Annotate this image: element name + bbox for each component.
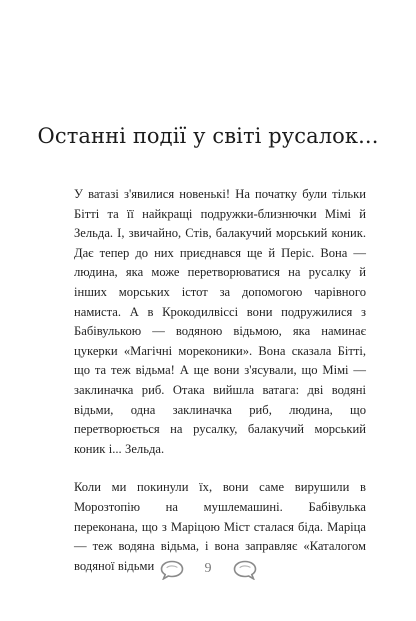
chapter-title: Останні події у світі русалок... xyxy=(37,124,379,148)
paragraph: У ватазі з'явилися новенькі! На початку були тільки Бітті та її найкращі подружки-близнючки Мімі й Зельда. І, звичайно, Стів, балакучий морський коник. Дає тепер до них приєднався ще й Періс. Вона — людина, яка може перетворюватися на русалку й інших морських істот за допомогою чарівного намиста. А в Крокодилвіссі вони подружилися з Бабівулькою — водяною відьмою, яка наминає цукерки «Магічні мореконики». Вона сказала Бітті, що та теж відьма! А ще вони з'ясували, що Мімі — заклиначка риб. Отака вийшла ватага: дві водяні відьми, одна заклиначка риб, людина, що перетворюється на русалку, балакучий морський коник і... Зельда. xyxy=(74,187,366,456)
chapter-text xyxy=(74,185,366,576)
speech-bubble-icon xyxy=(233,560,257,580)
paragraph: Коли ми покинули їх, вони саме вирушили в Морозтопію на мушлемашині. Бабівулька переконана, що з Маріцою Міст сталася біда. Маріца — теж водяна відьма, і вона заправляє «Каталогом водяної відьми xyxy=(74,480,366,573)
page-number: 9 xyxy=(204,561,212,576)
page-footer xyxy=(0,558,416,582)
